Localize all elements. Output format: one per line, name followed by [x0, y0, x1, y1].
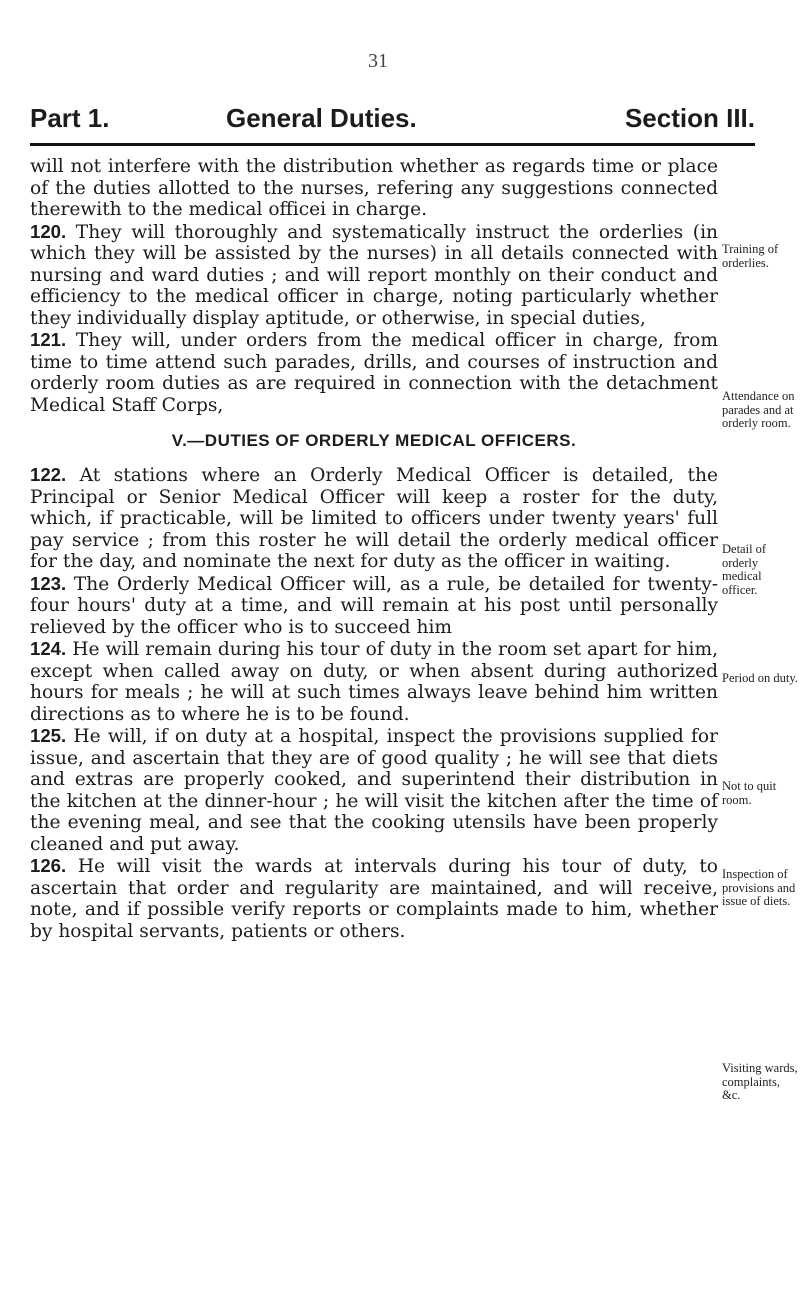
margin-note-training: Training of orderlies. [722, 242, 779, 270]
paragraph-number: 123. [30, 572, 67, 594]
margin-note-detail: Detail of orderly medical officer. [722, 542, 767, 597]
margin-note-visiting: Visiting wards, complaints, &c. [722, 1061, 798, 1102]
running-header [30, 103, 755, 146]
header-title: General Duties. [226, 103, 417, 133]
margin-note-attendance: Attendance on parades and at orderly room. [722, 389, 795, 430]
paragraph-number: 126. [30, 855, 67, 876]
paragraph-number: 122. [30, 464, 67, 485]
paragraph-text: They will, under orders from the medical officer in charge, from time to time attend such parades, drills, and courses of instruction and orderly room duties as are required in connection with the detachment Medical Staff Corps, [30, 330, 718, 416]
paragraph-number: 124. [30, 638, 67, 659]
paragraph-119-continued: will not interfere with the distribution whether as regards time or place of the duties allotted to the nurses, refering any suggestions connected therewith to the medical officei in charge. [30, 156, 718, 220]
margin-note-not-quit: Not to quit room. [722, 779, 777, 807]
header-part: Part 1. [30, 103, 110, 133]
paragraph-number: 125. [30, 725, 67, 746]
margin-note-inspection: Inspection of provisions and issue of diets. [722, 867, 796, 908]
paragraph-text: He will visit the wards at intervals during his tour of duty, to ascertain that order and regularity are maintained, and will receive, note, and if possible verify reports or complaints made to him, whether by hospital servants, patients or others. [30, 856, 718, 942]
section-heading: V.—DUTIES OF ORDERLY MEDICAL OFFICERS. [171, 431, 577, 450]
paragraph-120 [30, 221, 718, 330]
paragraph-125 [30, 725, 718, 855]
paragraph-number: 120. [30, 220, 67, 242]
body-text [30, 156, 718, 942]
header-section: Section III. [624, 103, 755, 133]
paragraph-text: They will thoroughly and systematically instruct the orderlies (in which they will be assisted by the nurses) in all details connected with nursing and ward duties ; and will report monthly on their conduct and efficiency to the medical officer in charge, noting particularly whether they individually display aptitude, or otherwise, in special duties, [30, 221, 718, 329]
margin-note-period: Period on duty. [722, 671, 798, 685]
paragraph-text: He will, if on duty at a hospital, inspect the provisions supplied for issue, and ascertain that they are of good quality ; he will see that diets and extras are properly cooked, and superintend their distribution in the kitchen at the dinner-hour ; he will visit the kitchen after the time of the evening meal, and see that the cooking utensils have been properly cleaned and put away. [30, 726, 718, 855]
paragraph-124 [30, 638, 718, 725]
paragraph-text: The Orderly Medical Officer will, as a rule, be detailed for twenty-four hours' duty at a time, and will remain at his post until personally relieved by the officer who is to succeed him [30, 573, 718, 638]
paragraph-text: At stations where an Orderly Medical Officer is detailed, the Principal or Senior Medical Officer will keep a roster for the duty, which, if practicable, will be limited to officers under twenty years' full pay service ; from this roster he will detail the orderly medical officer for the day, and nominate the next for duty as the officer in waiting. [30, 465, 718, 572]
paragraph-text: He will remain during his tour of duty in the room set apart for him, except when called away on duty, or when absent during authorized hours for meals ; he will at such times always leave behind him written directions as to where he is to be found. [30, 639, 718, 725]
paragraph-122 [30, 464, 718, 573]
paragraph-121 [30, 329, 718, 416]
page-number: 31 [368, 50, 388, 72]
paragraph-number: 121. [30, 329, 67, 350]
paragraph-126 [30, 855, 718, 942]
paragraph-123 [30, 573, 718, 639]
